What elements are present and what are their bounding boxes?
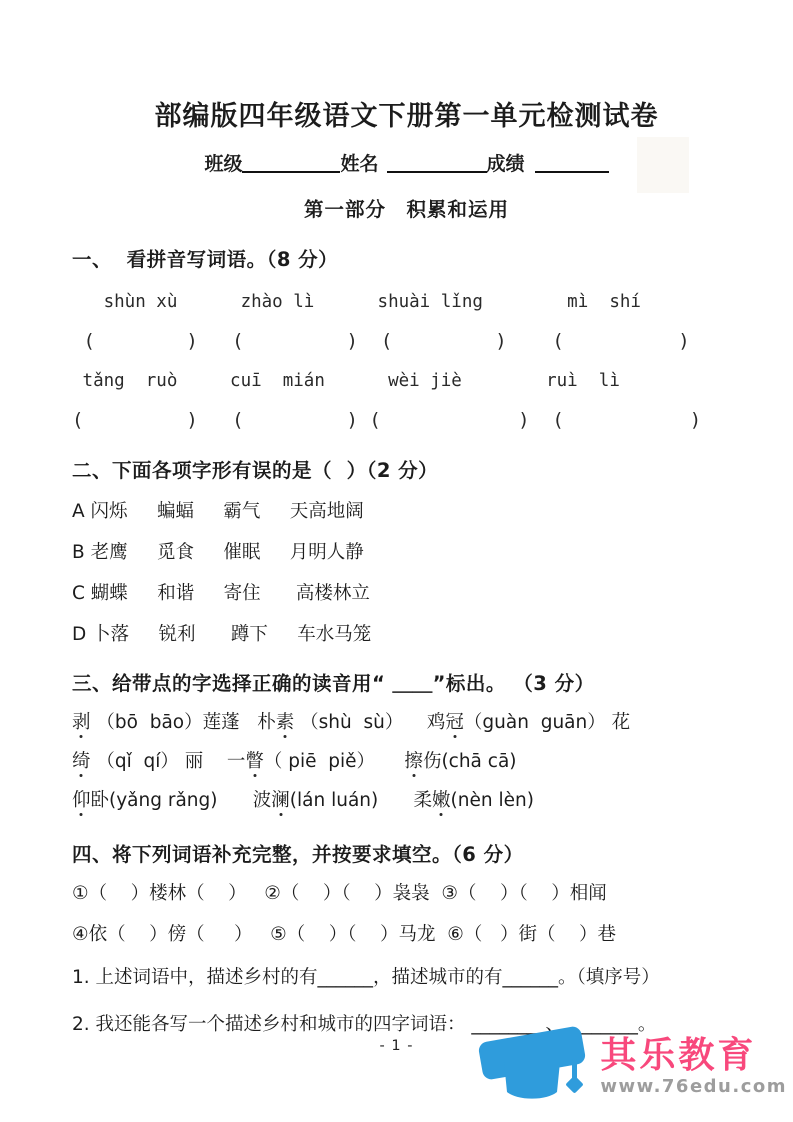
page-title: 部编版四年级语文下册第一单元检测试卷 (154, 101, 659, 132)
dotted-character: 剥 (72, 712, 91, 733)
q2-option-a: A 闪烁 蝙蝠 霸气 天高地阔 (72, 501, 364, 522)
part-one-heading: 第一部分 积累和运用 (303, 198, 509, 221)
q4-idiom-row1: ①（ ）楼林（ ） ②（ ）（ ）袅袅 ③（ ）（ ）相闻 (72, 883, 607, 904)
question1-heading: 一、 看拼音写词语。（8 分） (72, 248, 339, 271)
dotted-character: 嫩 (432, 790, 451, 811)
q4-subquestion-1: 1. 上述词语中，描述乡村的有______，描述城市的有______。（填序号） (72, 967, 660, 988)
q3-row2: 绮 （qǐ qí） 丽 一瞥（ piē piě） 擦伤(chā cā) (72, 751, 517, 772)
score-blank-line (535, 153, 609, 173)
score-label: 成绩 (486, 153, 525, 175)
name-label: 姓名 (340, 153, 379, 175)
student-info-line (72, 149, 741, 176)
question3-heading: 三、给带点的字选择正确的读音用“ ＿＿”标出。 （3 分） (72, 672, 595, 695)
dotted-character: 仰 (72, 790, 91, 811)
graduation-cap-icon (466, 1020, 598, 1114)
class-blank-line (242, 153, 340, 173)
paper-content (72, 94, 741, 1037)
q1-pinyin-row1: shùn xù zhào lì shuài lǐng mì shí (72, 292, 641, 312)
dotted-character: 澜 (271, 790, 290, 811)
q2-option-b: B 老鹰 觅食 催眠 月明人静 (72, 542, 364, 563)
q4-subquestion-2: 2. 我还能各写一个描述乡村和城市的四字词语： ________、________。 (72, 1014, 657, 1035)
dotted-character: 瞥 (245, 751, 264, 772)
q1-answer-brackets-row2: ( ) ( ) ( ) ( ) (72, 409, 702, 431)
dotted-character: 擦 (404, 751, 423, 772)
dotted-character: 素 (275, 712, 295, 733)
publisher-logo (466, 1020, 787, 1114)
logo-text-block (600, 1036, 787, 1098)
q2-option-c: C 蝴蝶 和谐 寄住 高楼林立 (72, 583, 370, 604)
q3-row1: 剥 （bō bāo）莲蓬 朴素 （shù sù） 鸡冠（guàn guān） 花 (72, 712, 631, 733)
dotted-character: 绮 (72, 751, 91, 772)
logo-brand-name: 其乐教育 (600, 1035, 757, 1076)
dotted-character: 冠 (445, 712, 464, 733)
class-label: 班级 (204, 153, 243, 175)
question4-heading: 四、将下列词语补充完整，并按要求填空。（6 分） (72, 843, 524, 866)
q3-row3: 仰卧(yǎng rǎng) 波澜(lán luán) 柔嫩(nèn lèn) (72, 790, 534, 811)
question2-heading: 二、下面各项字形有误的是（ ）（2 分） (72, 459, 439, 482)
name-blank-line (387, 153, 487, 173)
logo-website-url: www.76edu.com (600, 1076, 787, 1097)
q4-idiom-row2: ④依（ ）傍（ ） ⑤（ ）（ ）马龙 ⑥（ ）街（ ）巷 (72, 924, 617, 945)
q1-answer-brackets-row1: ( ) ( ) ( ) ( ) (72, 330, 690, 352)
q1-pinyin-row2: tǎng ruò cuī mián wèi jiè ruì lì (72, 371, 620, 391)
q2-option-d: D 卜落 锐利 蹲下 车水马笼 (72, 624, 372, 645)
page-number: - 1 - (379, 1038, 414, 1054)
